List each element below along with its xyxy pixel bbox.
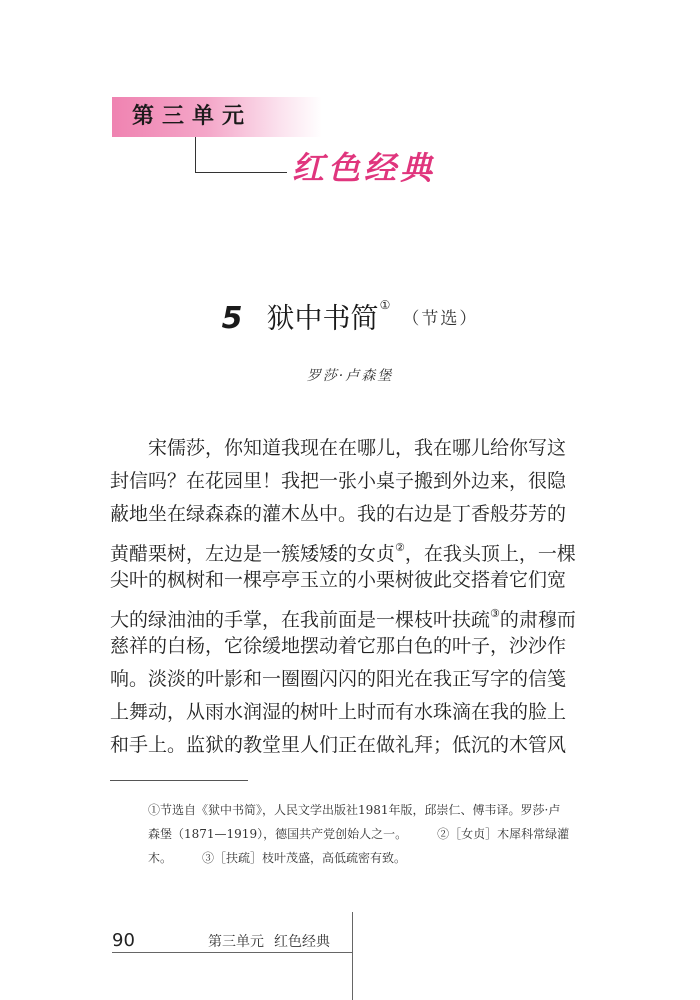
footnote-line [148,846,598,870]
body-line: 响。淡淡的叶影和一圈圈闪闪的阳光在我正写字的信笺 [110,668,567,690]
unit-bracket-vertical [195,137,196,172]
body-line: 封信吗？在花园里！我把一张小桌子搬到外边来，很隐 [110,470,567,492]
body-line: 慈祥的白杨，它徐缓地摆动着它那白色的叶子，沙沙作 [110,635,567,657]
body-line-part: 大的绿油油的手掌，在我前面是一棵枝叶扶疏 [110,609,491,630]
footnote-2-continued: 木。 [148,851,173,865]
body-line: 蔽地坐在绿森森的灌木丛中。我的右边是丁香般芬芳的 [110,503,567,525]
lesson-number: 5 [221,300,243,336]
body-line-part: 的肃穆而 [499,609,576,630]
body-line-part: ，在我头顶上，一棵 [404,543,576,564]
body-line: 尖叶的枫树和一棵亭亭玉立的小栗树彼此交搭着它们宽 [110,569,567,591]
running-footer [208,931,330,951]
footnote-3: ③［扶疏］枝叶茂盛，高低疏密有致。 [202,851,407,865]
unit-label: 第三单元 [132,104,253,129]
footnote-1-continued: 森堡（1871—1919），德国共产党创始人之一。 [148,827,408,841]
lesson-excerpt-note: （节选） [402,308,479,329]
footnote-divider [110,780,248,781]
body-line-part: 黄醋栗树，左边是一簇矮矮的女贞 [110,543,396,564]
lesson-title [0,283,700,341]
running-footer-theme: 红色经典 [274,934,330,950]
body-line [110,597,590,630]
footnote-2: ②［女贞］木犀科常绿灌 [437,827,570,841]
footer-vertical-divider [352,912,353,1000]
body-line [110,531,590,564]
footnote-line [148,822,598,846]
body-line: 宋儒莎，你知道我现在在哪儿，我在哪儿给你写这 [148,437,567,459]
body-line: 和手上。监狱的教堂里人们正在做礼拜；低沉的木管风 [110,734,567,756]
footnote-1: ①节选自《狱中书简》，人民文学出版社1981年版，邱崇仁、傅韦译。罗莎·卢 [148,803,561,817]
footnote-ref-3: ③ [490,607,500,620]
unit-bracket-horizontal [195,172,287,173]
footnotes [148,798,598,870]
running-footer-unit: 第三单元 [208,934,264,950]
lesson-name: 狱中书简 [266,301,379,335]
lesson-footnote-mark: ① [379,298,391,312]
author: 罗莎·卢森堡 [306,368,394,384]
footnote-ref-2: ② [395,541,405,554]
page-number: 90 [112,930,135,951]
body-text [110,432,590,762]
footer-divider [112,952,352,953]
body-line: 上舞动，从雨水润湿的树叶上时而有水珠滴在我的脸上 [110,701,567,723]
unit-theme: 红色经典 [292,149,437,187]
